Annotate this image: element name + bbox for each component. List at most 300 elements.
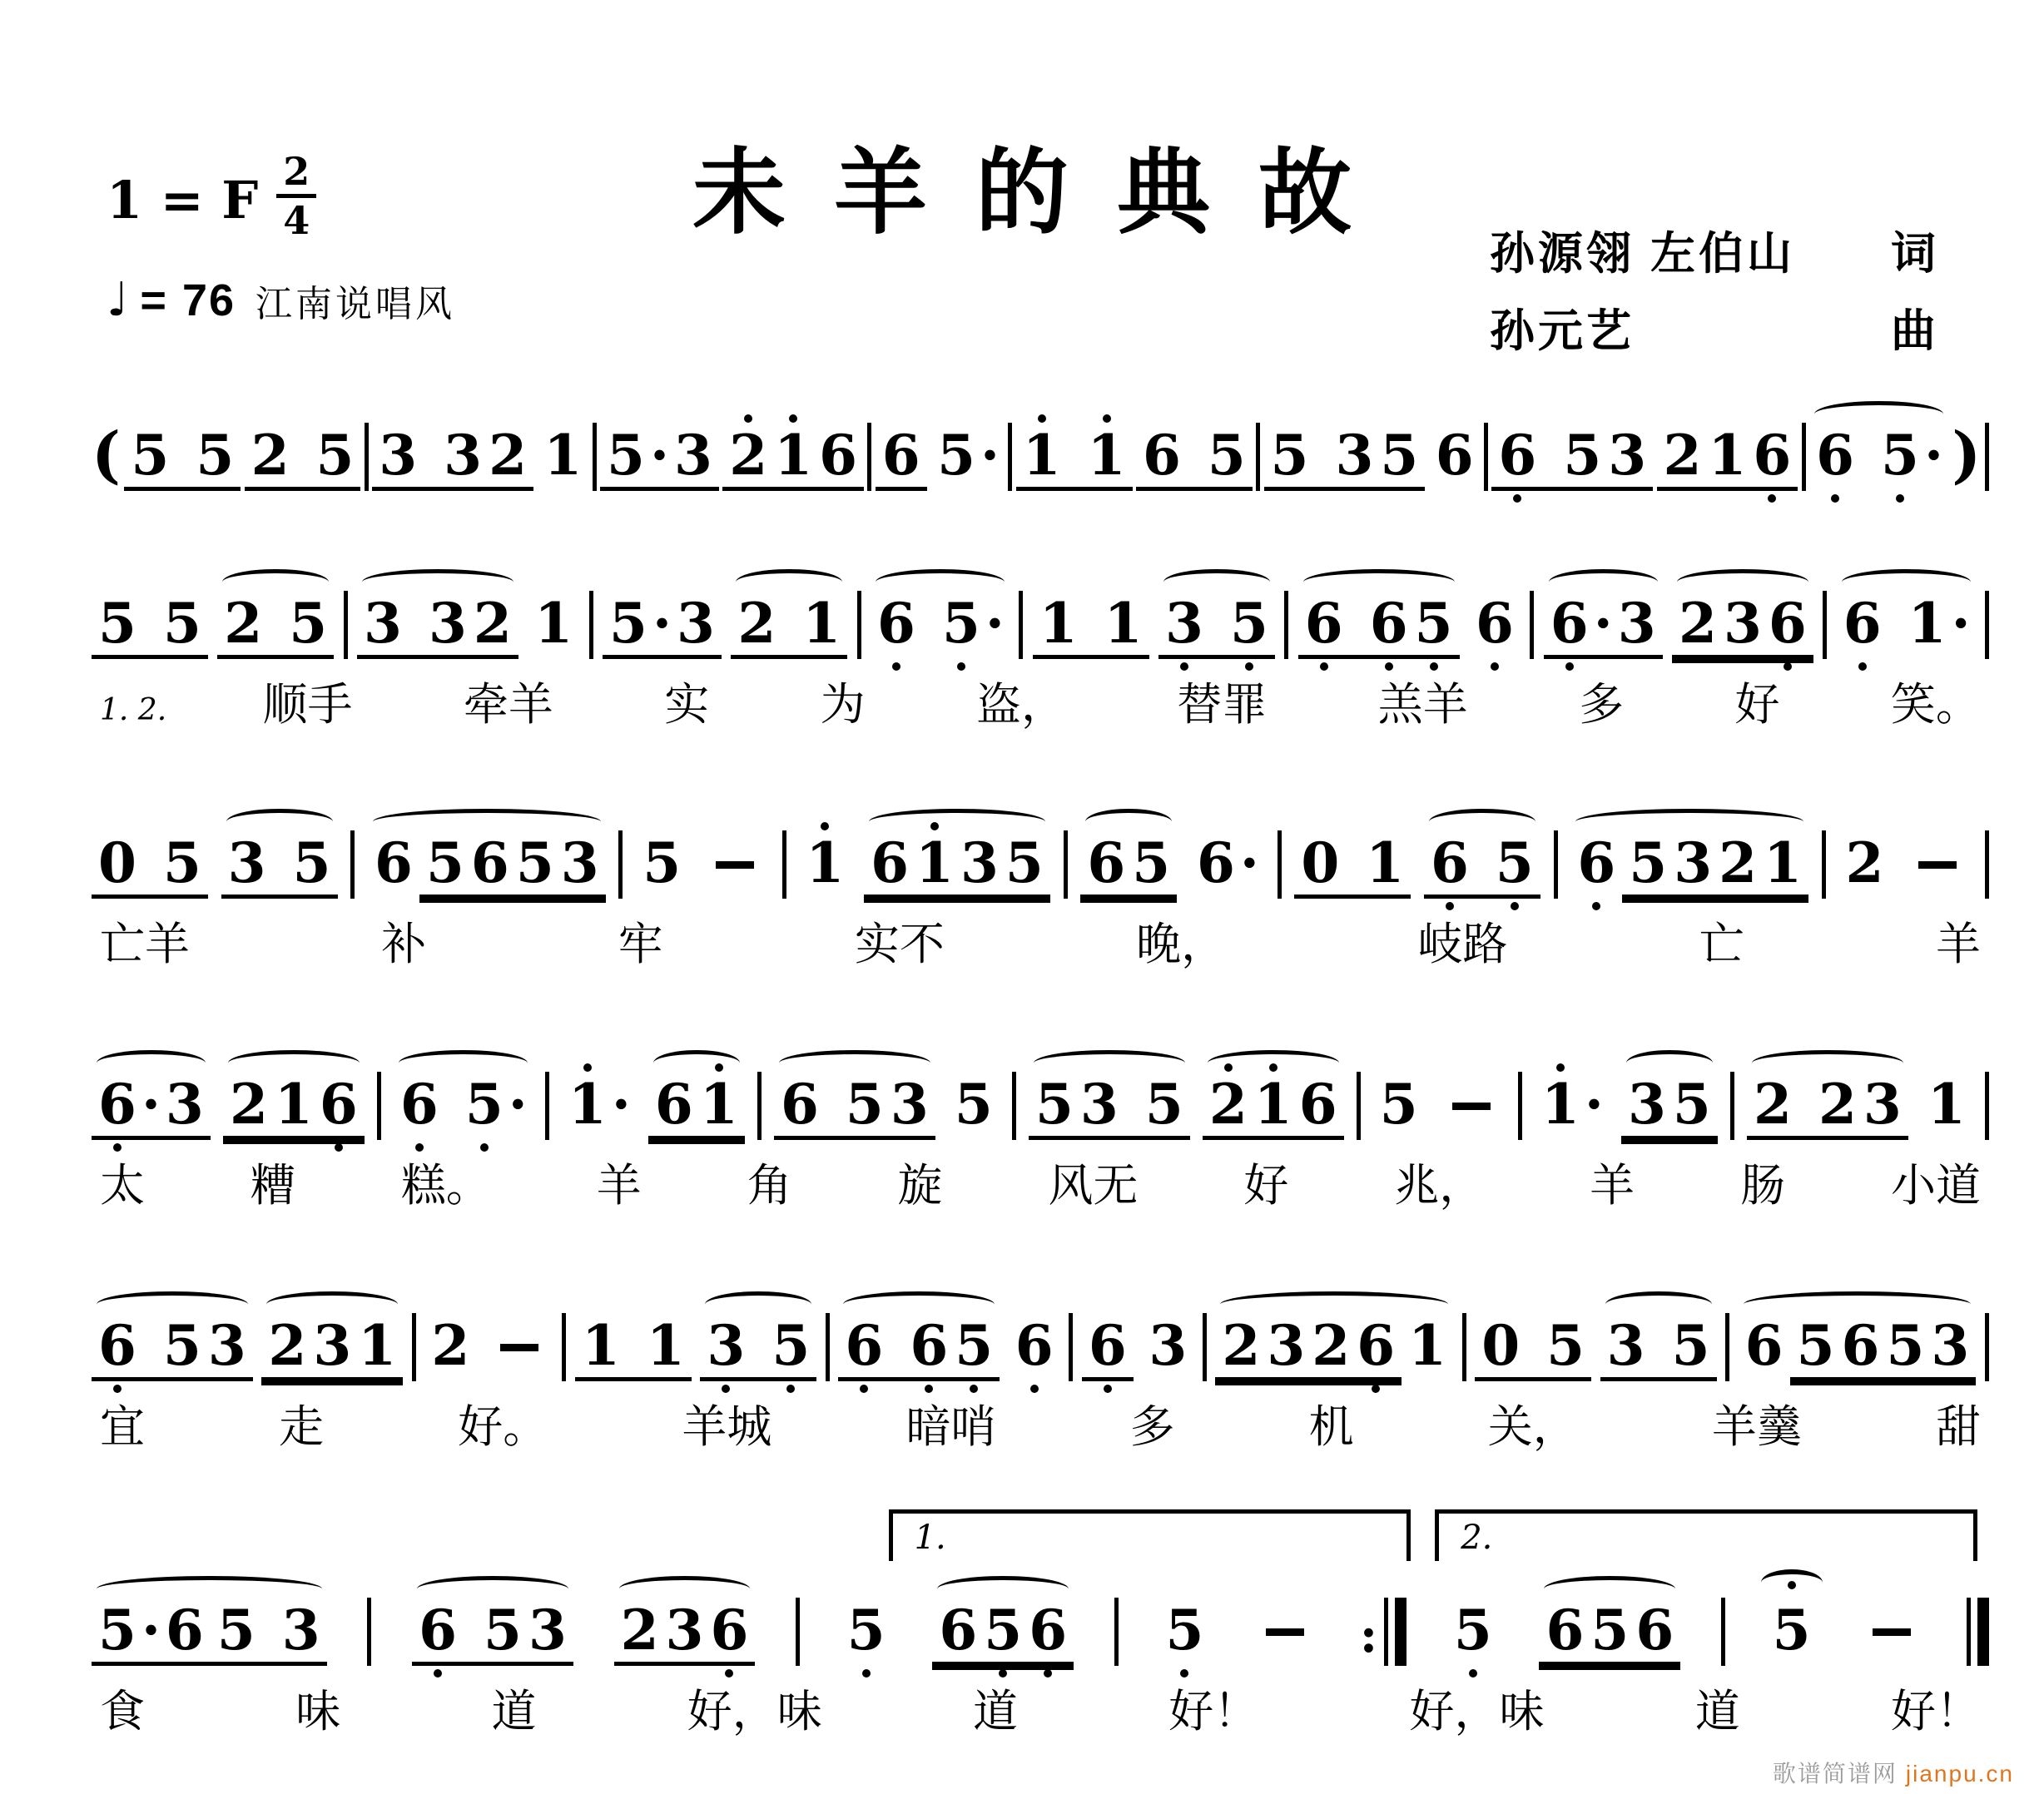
barline: [344, 591, 348, 659]
note-digit: 6: [1196, 830, 1235, 895]
note-digit: 2: [1719, 830, 1758, 895]
lyric-syllable: 小道: [1890, 1161, 1981, 1211]
note-group: [871, 591, 1010, 659]
note-digit: 2: [489, 423, 528, 488]
barline: [618, 830, 623, 899]
barline: [593, 423, 597, 491]
note-digit: 3: [428, 591, 467, 656]
time-signature-denominator: 4: [283, 198, 310, 244]
note-group: [1837, 591, 1976, 659]
barline: [1484, 423, 1488, 491]
lyric-syllable: 替罪: [1177, 680, 1268, 730]
note-group: [419, 830, 606, 899]
note-group: [1429, 423, 1481, 491]
barline: [1012, 1072, 1016, 1140]
volta-bracket-2: [1435, 1509, 1977, 1561]
note-digit: 5: [1227, 596, 1272, 651]
note-group: [1544, 591, 1663, 659]
note-digit: 1: [274, 1072, 313, 1137]
music-line: [92, 366, 1989, 491]
dash-note: [1918, 861, 1957, 869]
note-digit: 5: [937, 423, 976, 488]
note-digit: 5: [98, 1598, 136, 1663]
note-digit: 6: [1302, 596, 1347, 651]
note-group: [1447, 1598, 1499, 1666]
barline: [1284, 591, 1288, 659]
augmentation-dot: ·: [980, 423, 1000, 488]
music-line: [92, 1256, 1989, 1381]
dash-note: [1452, 1103, 1491, 1110]
barline: [1462, 1313, 1466, 1381]
note-digit: 6: [1367, 596, 1411, 651]
beamed-group: [1215, 1313, 1453, 1381]
barline: [1008, 423, 1012, 491]
lyric-syllable: 盗，: [976, 680, 1067, 730]
note-digit: 6: [397, 1077, 442, 1132]
note-digit: 5: [484, 1598, 522, 1663]
note-digit: 5: [939, 596, 984, 651]
note-digit: 5: [1629, 830, 1668, 895]
key-tonic: 1 = F: [107, 170, 259, 231]
note-digit: 1: [771, 428, 816, 483]
note-digit: 6: [871, 830, 909, 895]
lyric-syllable: 糕。: [400, 1161, 491, 1211]
lyric-syllable: 顺手: [262, 680, 353, 730]
note-group: [124, 423, 241, 491]
lyric-syllable: 羊城: [682, 1402, 772, 1452]
note-digit: 0: [1481, 1313, 1521, 1378]
note-digit: 1: [1039, 591, 1078, 656]
note-digit: 6: [819, 423, 858, 488]
augmentation-dot: ·: [652, 591, 672, 656]
lyric-syllable: 羔羊: [1377, 680, 1468, 730]
volta-bracket-1: [889, 1509, 1411, 1561]
note-group: [562, 1072, 636, 1140]
lyric-syllable: 好！: [1891, 1687, 1981, 1737]
dash-note: [716, 861, 754, 869]
note-digit: 6: [841, 1318, 886, 1373]
lyrics-line: [92, 669, 1989, 733]
note-digit: 2: [251, 423, 290, 488]
note-digit: 1: [1104, 591, 1143, 656]
lyricist-role: 词: [1891, 229, 1939, 279]
lyric-syllable: 羊: [1935, 919, 1981, 969]
note-digit: 5: [315, 423, 355, 488]
augmentation-dot: ·: [985, 591, 1005, 656]
barline: [1019, 591, 1023, 659]
note-digit: 3: [1606, 1313, 1645, 1378]
note-digit: 1: [565, 1077, 610, 1132]
note-digit: 3: [281, 1598, 320, 1663]
note-digit: 5: [1132, 830, 1171, 895]
note-group: [722, 423, 864, 491]
note-digit: 5: [1672, 1072, 1711, 1137]
note-digit: 5: [162, 830, 201, 895]
note-digit: 3: [1931, 1313, 1970, 1378]
lyric-syllable: 羊: [1590, 1161, 1635, 1211]
note-digit: 2: [726, 428, 771, 483]
note-digit: 3: [379, 423, 418, 488]
note-digit: 5: [1492, 835, 1537, 890]
note-digit: 3: [207, 1313, 246, 1378]
barline: [377, 1072, 381, 1140]
note-digit: 6: [1298, 1072, 1337, 1137]
note-group: [1402, 1313, 1453, 1381]
note-digit: 6: [1841, 1313, 1880, 1378]
barline: [1985, 591, 1989, 659]
note-group: [1491, 423, 1653, 491]
note-digit: 3: [673, 423, 712, 488]
note-group: [838, 1313, 1000, 1381]
parenthesis: (: [92, 419, 122, 491]
barline: [867, 423, 871, 491]
note-digit: 6: [939, 1598, 978, 1663]
volta-label-1: 1.: [914, 1519, 946, 1557]
barline: [367, 1598, 371, 1666]
note-digit: 6: [1813, 428, 1858, 483]
parenthesis: ): [1952, 419, 1982, 491]
note-digit: 2: [268, 1313, 307, 1378]
note-group: [575, 1313, 692, 1381]
note-group: [245, 423, 361, 491]
barline: [1985, 830, 1989, 899]
lyric-syllable: 牢: [618, 919, 663, 969]
barline: [1530, 591, 1534, 659]
note-digit: 1: [534, 591, 573, 656]
note-group: [700, 1313, 816, 1381]
note-group: [1535, 1072, 1609, 1140]
system-5: [92, 1256, 1989, 1455]
note-digit: 2: [431, 1313, 470, 1378]
note-digit: 3: [1617, 591, 1656, 656]
barline: [1985, 423, 1989, 491]
note-group: [1570, 830, 1622, 899]
note-digit: 6: [95, 1077, 140, 1132]
note-digit: 6: [1744, 1313, 1784, 1378]
note-digit: 5: [954, 1072, 993, 1137]
note-digit: 3: [665, 1598, 704, 1663]
note-group: [1437, 1103, 1506, 1140]
note-digit: 1: [581, 1313, 620, 1378]
barline: [1730, 1072, 1734, 1140]
lyric-syllable: 好: [1734, 680, 1780, 730]
note-digit: 5: [1451, 1603, 1496, 1658]
barline: [412, 1313, 416, 1381]
note-digit: 5: [131, 423, 170, 488]
note-group: [424, 1313, 476, 1381]
barline: [1802, 423, 1806, 491]
note-group: [1298, 591, 1460, 659]
lyric-syllable: 甜: [1935, 1402, 1981, 1452]
note-group: [864, 830, 1050, 899]
note-group: [1190, 830, 1264, 899]
system-2: [92, 534, 1989, 733]
barline: [365, 423, 369, 491]
note-group: [1766, 1598, 1818, 1666]
barline: [757, 1072, 762, 1140]
note-group: [930, 423, 1005, 491]
note-digit: 6: [95, 1318, 140, 1373]
note-group: [1158, 1598, 1210, 1666]
barline: [589, 591, 593, 659]
dash-note: [500, 1344, 538, 1351]
lyric-syllable: 羊: [596, 1161, 642, 1211]
note-group: [1142, 1313, 1193, 1381]
beamed-group: [92, 1598, 327, 1666]
quarter-note-icon: ♩: [107, 273, 129, 327]
note-digit: 3: [227, 830, 266, 895]
dash-note: [1266, 1628, 1304, 1636]
composer-role: 曲: [1891, 306, 1939, 356]
lyric-syllable: 多: [1579, 680, 1625, 730]
lyric-syllable: 暗哨: [905, 1402, 996, 1452]
note-group: [1790, 1313, 1977, 1381]
note-group: [1672, 591, 1813, 659]
note-digit: 5: [162, 591, 201, 656]
note-group: [412, 1598, 573, 1666]
barline: [1721, 1598, 1725, 1666]
note-digit: 5: [1411, 596, 1456, 651]
note-group: [92, 1313, 253, 1381]
lyricist-names: 孙源翎 左伯山: [1490, 229, 1796, 279]
lyric-syllable: 为: [820, 680, 866, 730]
barline: [545, 1072, 549, 1140]
note-digit: 1: [1251, 1077, 1296, 1132]
note-digit: 5: [1546, 1313, 1585, 1378]
note-digit: 5: [1379, 1072, 1418, 1137]
note-group: [1080, 830, 1177, 899]
note-digit: 3: [165, 1072, 204, 1137]
note-group: [1033, 591, 1149, 659]
note-group: [368, 830, 419, 899]
note-digit: 1: [543, 423, 583, 488]
note-digit: 3: [676, 591, 715, 656]
system-3: [92, 774, 1989, 973]
note-digit: 6: [654, 1072, 693, 1137]
note-group: [1858, 1628, 1926, 1666]
augmentation-dot: ·: [611, 1072, 631, 1137]
note-digit: 1: [358, 1313, 397, 1378]
watermark-url: jianpu.cn: [1905, 1761, 2014, 1787]
note-digit: 6: [1472, 596, 1517, 651]
lyric-syllable: 太: [100, 1161, 145, 1211]
repeat-dots: :: [1359, 1607, 1378, 1663]
lyric-syllable: 牵羊: [463, 680, 553, 730]
note-digit: 5: [1162, 1603, 1207, 1658]
note-group: [1082, 1313, 1134, 1381]
lyric-syllable: 亡: [1699, 919, 1744, 969]
note-group: [1016, 423, 1133, 491]
note-digit: 6: [1635, 1598, 1674, 1663]
note-digit: 6: [316, 1077, 361, 1132]
note-digit: 5: [1144, 1072, 1183, 1137]
barline: [1518, 1072, 1522, 1140]
note-digit: 6: [1012, 1318, 1057, 1373]
lyric-syllable: 好。: [458, 1402, 548, 1452]
note-digit: 2: [1845, 830, 1884, 895]
note-digit: 2: [1206, 1077, 1251, 1132]
note-digit: 3: [703, 1318, 748, 1373]
note-digit: 5: [642, 830, 682, 895]
note-digit: 5: [980, 1603, 1025, 1658]
music-line: [92, 774, 1989, 899]
barline-thin: [1384, 1598, 1388, 1666]
note-digit: 3: [1723, 591, 1762, 656]
style-label: 江南说唱风: [256, 283, 456, 325]
note-digit: 1: [1408, 1313, 1447, 1378]
note-digit: 2: [1312, 1313, 1351, 1378]
final-barline: [1967, 1598, 1989, 1666]
lyric-syllable: 好！: [1168, 1687, 1259, 1737]
note-digit: 6: [1025, 1603, 1070, 1658]
note-digit: 5: [1270, 423, 1309, 488]
note-group: [1903, 861, 1972, 899]
lyric-syllable: 道: [973, 1687, 1018, 1737]
note-group: [372, 423, 533, 491]
note-digit: 3: [444, 423, 483, 488]
tempo-bpm: = 76: [140, 275, 236, 325]
lyric-syllable: 亡羊: [100, 919, 190, 969]
note-digit: 3: [890, 1072, 929, 1137]
barline: [562, 1313, 566, 1381]
note-digit: 6: [1087, 830, 1126, 895]
note-group: [701, 861, 769, 899]
augmentation-dot: ·: [1584, 1072, 1604, 1137]
music-line: [92, 534, 1989, 659]
note-group: [92, 591, 208, 659]
note-digit: 3: [313, 1313, 352, 1378]
music-line: [92, 1015, 1989, 1140]
note-digit: 5: [1207, 423, 1246, 488]
note-digit: 5: [289, 591, 328, 656]
note-group: [1469, 591, 1521, 659]
dash-note: [1873, 1628, 1911, 1636]
note-group: [1621, 1072, 1718, 1140]
note-group: [394, 1072, 533, 1140]
augmentation-dot: ·: [1239, 830, 1259, 895]
note-digit: 6: [1353, 1318, 1398, 1373]
note-group: [948, 1072, 1000, 1140]
note-group: [217, 591, 334, 659]
note-digit: 0: [98, 830, 136, 895]
note-digit: 3: [364, 591, 402, 656]
augmentation-dot: ·: [1593, 591, 1613, 656]
barline: [857, 591, 861, 659]
barline: [1823, 591, 1827, 659]
lyric-syllable: 补: [381, 919, 427, 969]
lyric-syllable: 风无: [1048, 1161, 1139, 1211]
tempo-marking: [107, 273, 455, 327]
lyric-syllable: 羊羹: [1711, 1402, 1802, 1452]
note-digit: 3: [1608, 423, 1647, 488]
note-digit: 1: [1366, 830, 1405, 895]
watermark-site: 歌谱简谱网: [1772, 1761, 1898, 1787]
note-digit: 5: [1878, 428, 1922, 483]
lyric-syllable: 道: [491, 1687, 537, 1737]
lyric-syllable: 机: [1308, 1402, 1354, 1452]
note-group: [932, 1598, 1074, 1666]
barline: [1725, 1313, 1729, 1381]
note-digit: 6: [1435, 423, 1474, 488]
note-digit: 6: [1142, 423, 1181, 488]
note-digit: 2: [1679, 591, 1717, 656]
system-6: [92, 1519, 1989, 1740]
note-digit: 3: [1267, 1313, 1306, 1378]
note-digit: 3: [1162, 596, 1207, 651]
note-group: [92, 1072, 211, 1140]
barline: [1357, 1072, 1361, 1140]
note-digit: 5: [1563, 423, 1602, 488]
barline: [1064, 830, 1068, 899]
note-digit: 1: [697, 1077, 742, 1132]
augmentation-dot: ·: [508, 1072, 528, 1137]
note-group: [211, 1598, 327, 1666]
lyrics-line: [92, 909, 1989, 973]
note-digit: 5: [1034, 1072, 1074, 1137]
lyric-syllable: 食: [100, 1687, 145, 1737]
lyric-syllable: 味: [295, 1687, 341, 1737]
note-group: [1539, 1598, 1680, 1666]
volta-label-2: 2.: [1461, 1519, 1493, 1557]
note-digit: 6: [780, 1072, 819, 1137]
note-digit: 6: [1085, 1318, 1130, 1373]
lyric-syllable: 走: [279, 1402, 325, 1452]
barline: [350, 830, 355, 899]
note-group: [1839, 830, 1891, 899]
lyric-syllable: 肠: [1740, 1161, 1786, 1211]
note-group: [876, 423, 927, 491]
barline: [1985, 1072, 1989, 1140]
note-digit: 2: [229, 1072, 268, 1137]
note-digit: 6: [906, 1318, 951, 1373]
barline: [1278, 830, 1282, 899]
note-group: [1657, 423, 1798, 491]
barline: [782, 830, 786, 899]
note-group: [600, 423, 719, 491]
note-digit: 6: [707, 1603, 752, 1658]
note-digit: 3: [528, 1598, 567, 1663]
note-group: [614, 1598, 756, 1666]
lyric-syllable: 笑。: [1890, 680, 1981, 730]
note-digit: 3: [1674, 830, 1713, 895]
note-group: [1373, 1072, 1425, 1140]
note-digit: 5: [951, 1318, 996, 1373]
repeat-end-barline: [1360, 1598, 1406, 1666]
system-4: [92, 1015, 1989, 1214]
note-group: [1158, 591, 1275, 659]
note-digit: 5: [607, 423, 645, 488]
note-digit: 5: [1005, 830, 1044, 895]
note-digit: 5: [515, 830, 554, 895]
note-digit: 5: [462, 1077, 507, 1132]
note-group: [92, 1598, 211, 1666]
system-1: [92, 366, 1989, 491]
lyric-syllable: 晚，: [1136, 919, 1227, 969]
note-digit: 2: [1222, 1313, 1261, 1378]
note-digit: 2: [1754, 1072, 1792, 1137]
lyric-syllable: 实: [664, 680, 710, 730]
note-digit: 5: [609, 591, 647, 656]
note-digit: 5: [292, 830, 331, 895]
note-group: [1809, 423, 1948, 491]
note-digit: 5: [216, 1598, 256, 1663]
song-title: 未羊的典故: [692, 142, 1400, 245]
note-digit: 5: [1590, 1598, 1630, 1663]
note-group: [1009, 1313, 1060, 1381]
barline: [1069, 1313, 1073, 1381]
lyric-syllable: 宜: [100, 1402, 145, 1452]
note-digit: 5: [1796, 1313, 1835, 1378]
